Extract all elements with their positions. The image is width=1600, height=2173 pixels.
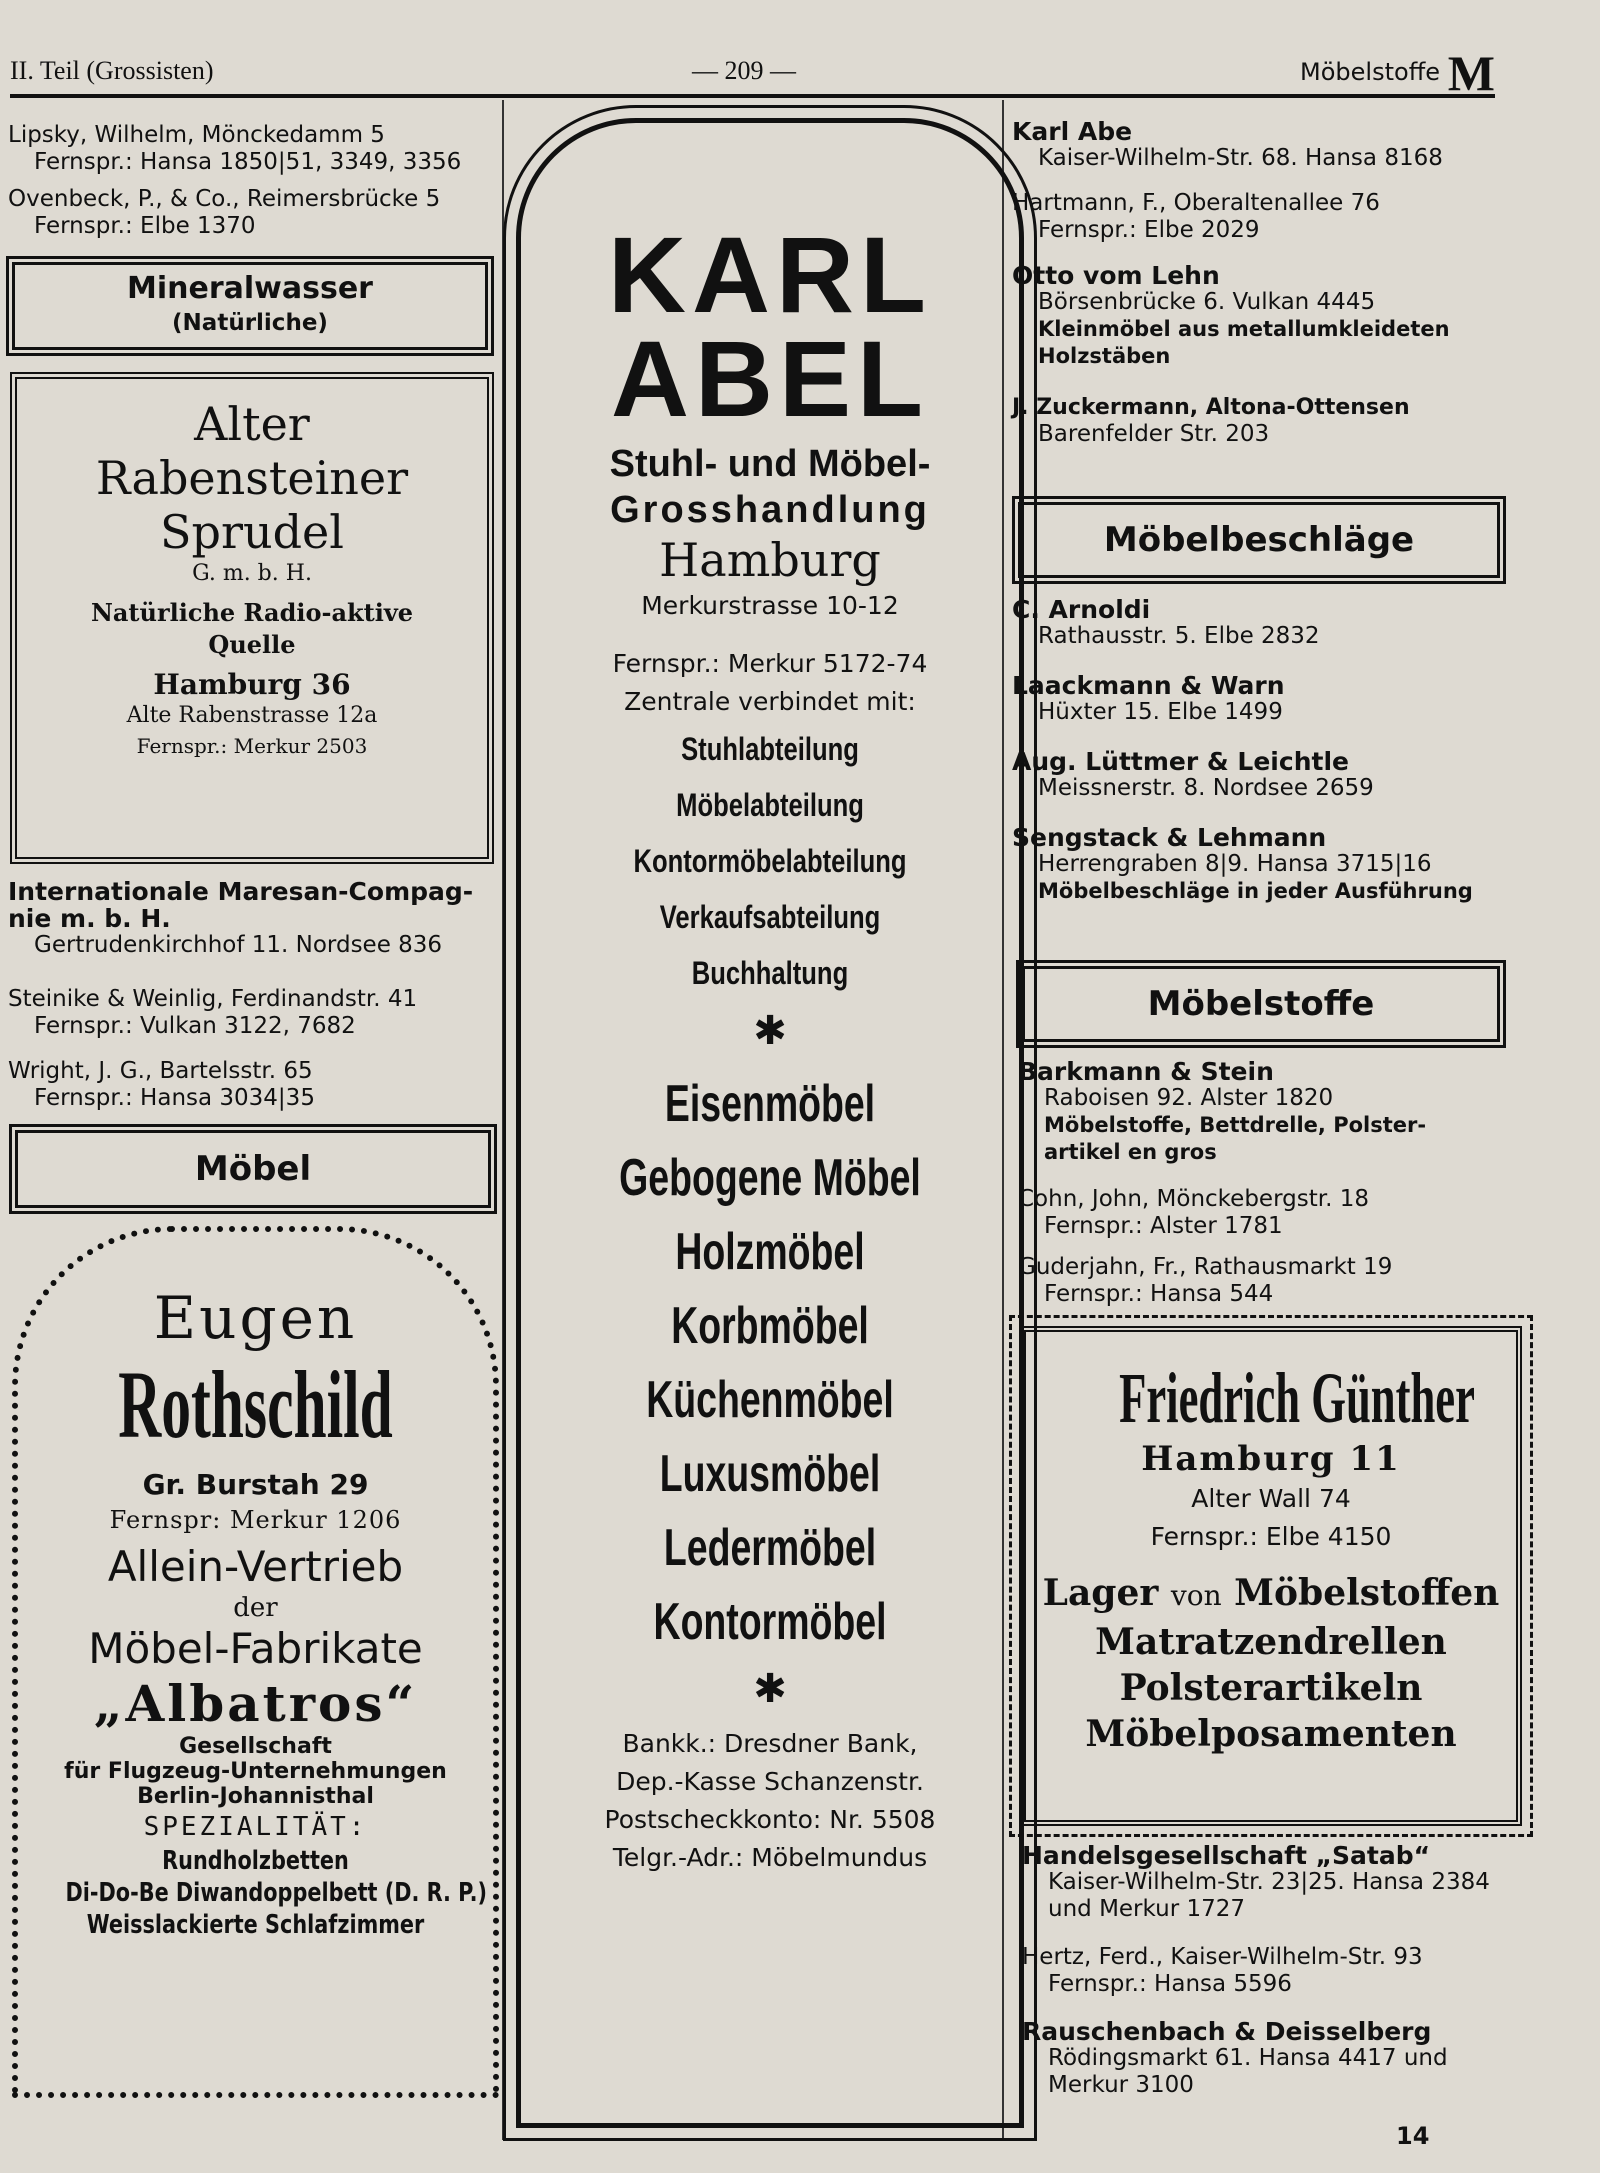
listing-sengstack <box>1012 824 1473 905</box>
ad-brand: KARL <box>608 214 932 335</box>
listing-name: Laackmann & Warn <box>1012 671 1285 700</box>
listing-detail: Raboisen 92. Alster 1820 <box>1044 1085 1334 1111</box>
ad-kind: Holzmöbel <box>675 1223 865 1281</box>
ad-line: der <box>233 1593 278 1623</box>
listing-maresan <box>8 878 473 959</box>
listing-name: Internationale Maresan-Compag- <box>8 877 474 906</box>
ad-rabensteiner-sprudel <box>10 372 494 864</box>
ad-line: Eugen <box>153 1284 358 1352</box>
listing-karl-abe <box>1012 118 1443 172</box>
listing-name: Lipsky, Wilhelm, Mönckedamm 5 <box>8 122 385 148</box>
ad-friedrich-guenther <box>1020 1326 1522 1826</box>
listing-cohn <box>1018 1186 1369 1240</box>
ad-line: Telgr.-Adr.: Möbelmundus <box>612 1843 928 1872</box>
listing-detail: Gertrudenkirchhof 11. Nordsee 836 <box>34 932 443 958</box>
listing-ovenbeck <box>8 186 440 240</box>
ad-kind: Eisenmöbel <box>664 1075 876 1133</box>
section-title: Möbelstoffe <box>1147 984 1375 1024</box>
ad-line: Fernspr: Merkur 1206 <box>109 1506 402 1534</box>
page-number: — 209 — <box>692 56 796 85</box>
ad-kind: Küchenmöbel <box>646 1371 894 1429</box>
listing-note: Möbelbeschläge in jeder Ausführung <box>1038 879 1473 903</box>
ad-line: Dep.-Kasse Schanzenstr. <box>616 1767 924 1796</box>
ad-line: G. m. b. H. <box>192 561 312 586</box>
listing-name: Cohn, John, Mönckebergstr. 18 <box>1018 1186 1369 1212</box>
ad-eugen-rothschild <box>12 1226 499 2098</box>
ad-line: Hamburg 11 <box>1141 1439 1401 1479</box>
ad-line: Grosshandlung <box>610 489 930 531</box>
listing-name: Rauschenbach & Deisselberg <box>1022 2017 1432 2046</box>
ad-word: Lager <box>1042 1572 1159 1614</box>
ad-line: Polsterartikeln <box>1119 1667 1423 1709</box>
index-letter: M <box>1447 45 1495 101</box>
listing-detail: Fernspr.: Hansa 544 <box>1044 1281 1274 1307</box>
ad-line: Fernspr.: Merkur 2503 <box>136 734 368 758</box>
ad-line: Stuhl- und Möbel- <box>609 443 931 485</box>
listing-name: Guderjahn, Fr., Rathausmarkt 19 <box>1018 1254 1393 1280</box>
ad-karl-abel <box>516 118 1024 2128</box>
listing-steinike <box>8 986 417 1040</box>
listing-name: Handelsgesellschaft „Satab“ <box>1022 1841 1431 1870</box>
section-subtitle: (Natürliche) <box>172 310 328 336</box>
listing-name: Aug. Lüttmer & Leichtle <box>1012 747 1349 776</box>
listing-note: Kleinmöbel aus metallumkleideten <box>1038 317 1450 341</box>
listing-luettmer <box>1012 748 1374 802</box>
listing-detail: und Merkur 1727 <box>1048 1896 1246 1922</box>
listing-detail: Fernspr.: Elbe 2029 <box>1038 217 1260 243</box>
star-icon: ✱ <box>753 1666 787 1712</box>
listing-detail: Fernspr.: Alster 1781 <box>1044 1213 1283 1239</box>
ad-dept: Verkaufsabteilung <box>659 899 881 935</box>
listing-zuckermann <box>1012 394 1410 448</box>
section-header-moebelstoffe <box>1022 966 1500 1042</box>
ad-line: Rundholzbetten <box>162 1846 349 1876</box>
listing-rauschenbach <box>1022 2018 1448 2099</box>
section-label: II. Teil (Grossisten) <box>10 56 214 85</box>
ad-line: Bankk.: Dresdner Bank, <box>622 1729 918 1758</box>
ad-kind: Gebogene Möbel <box>619 1149 921 1207</box>
listing-name: Sengstack & Lehmann <box>1012 823 1327 852</box>
ad-word: Möbelstoffen <box>1234 1572 1500 1614</box>
ad-line: Rabensteiner <box>95 451 409 505</box>
listing-otto-vom-lehn <box>1012 262 1450 370</box>
listing-name: Otto vom Lehn <box>1012 261 1220 290</box>
listing-hertz <box>1022 1944 1423 1998</box>
ad-line: Alter <box>194 397 310 451</box>
ad-line: Alte Rabenstrasse 12a <box>126 703 378 728</box>
listing-detail: Fernspr.: Hansa 1850|51, 3349, 3356 <box>34 149 462 175</box>
ad-kind: Korbmöbel <box>671 1297 869 1355</box>
ad-dept: Buchhaltung <box>691 955 849 991</box>
ad-line: SPEZIALITÄT: <box>143 1812 368 1842</box>
listing-detail: Herrengraben 8|9. Hansa 3715|16 <box>1038 851 1432 877</box>
ad-dept: Stuhlabteilung <box>681 731 859 767</box>
listing-name: Wright, J. G., Bartelsstr. 65 <box>8 1058 313 1084</box>
section-header-moebel <box>15 1130 491 1208</box>
listing-note: artikel en gros <box>1044 1140 1217 1164</box>
section-title: Mineralwasser <box>127 271 373 306</box>
listing-name-cont: nie m. b. H. <box>8 904 171 933</box>
ad-brand: Friedrich Günther <box>1119 1358 1475 1438</box>
ad-kind: Luxusmöbel <box>659 1445 881 1503</box>
ad-line <box>1026 1570 1516 1619</box>
running-title: Möbelstoffe <box>1300 58 1440 86</box>
listing-name: Karl Abe <box>1012 117 1133 146</box>
listing-note: Holzstäben <box>1038 344 1171 368</box>
listing-name: Barkmann & Stein <box>1018 1057 1274 1086</box>
ad-dept: Kontormöbelabteilung <box>633 843 907 879</box>
listing-detail: Hüxter 15. Elbe 1499 <box>1038 699 1283 725</box>
ad-line: Zentrale verbindet mit: <box>624 687 916 716</box>
listing-detail: Kaiser-Wilhelm-Str. 23|25. Hansa 2384 <box>1048 1869 1490 1895</box>
ad-word: von <box>1170 1579 1222 1612</box>
listing-note: Möbelstoffe, Bettdrelle, Polster- <box>1044 1113 1427 1137</box>
footer-number: 14 <box>1396 2122 1430 2150</box>
ad-brand: ABEL <box>611 318 929 439</box>
listing-detail: Fernspr.: Vulkan 3122, 7682 <box>34 1013 356 1039</box>
ad-line: Postscheckkonto: Nr. 5508 <box>604 1805 936 1834</box>
ad-line: Quelle <box>208 630 296 659</box>
listing-arnoldi <box>1012 596 1320 650</box>
star-icon: ✱ <box>753 1008 787 1054</box>
ad-line: Natürliche Radio-aktive <box>90 598 414 627</box>
ad-kind: Ledermöbel <box>663 1519 877 1577</box>
ad-line: Hamburg <box>659 533 881 587</box>
section-header-mineralwasser <box>12 262 488 350</box>
listing-barkmann <box>1018 1058 1426 1166</box>
listing-detail: Rödingsmarkt 61. Hansa 4417 und <box>1048 2045 1448 2071</box>
listing-hartmann <box>1012 190 1380 244</box>
listing-name: Hertz, Ferd., Kaiser-Wilhelm-Str. 93 <box>1022 1944 1423 1970</box>
listing-detail: Merkur 3100 <box>1048 2072 1194 2098</box>
ad-line: Fernspr.: Merkur 5172-74 <box>612 649 928 678</box>
section-title: Möbel <box>194 1149 312 1189</box>
listing-guderjahn <box>1018 1254 1392 1308</box>
ad-dept: Möbelabteilung <box>676 787 864 823</box>
listing-detail: Kaiser-Wilhelm-Str. 68. Hansa 8168 <box>1038 145 1443 171</box>
ad-line: Gr. Burstah 29 <box>142 1468 369 1501</box>
ad-line: Gesellschaft <box>179 1734 332 1759</box>
listing-satab <box>1022 1842 1490 1923</box>
listing-name: C. Arnoldi <box>1012 595 1151 624</box>
ad-kind: Kontormöbel <box>653 1593 887 1651</box>
ad-line: Matratzendrellen <box>1095 1621 1447 1663</box>
ad-line: Möbel-Fabrikate <box>88 1624 423 1673</box>
ad-line: Hamburg 36 <box>153 668 351 701</box>
ad-line: Di-Do-Be Diwandoppelbett (D. R. P.) <box>65 1878 487 1908</box>
ad-line: Weisslackierte Schlafzimmer <box>86 1910 425 1940</box>
ad-brand: Rothschild <box>118 1351 393 1458</box>
listing-lipsky <box>8 122 461 176</box>
listing-name: Steinike & Weinlig, Ferdinandstr. 41 <box>8 986 418 1012</box>
listing-detail: Meissnerstr. 8. Nordsee 2659 <box>1038 775 1374 801</box>
ad-line: Allein-Vertrieb <box>107 1542 404 1591</box>
listing-laackmann <box>1012 672 1285 726</box>
ad-line: „Albatros“ <box>93 1674 418 1733</box>
ad-line: Fernspr.: Elbe 4150 <box>1150 1522 1392 1551</box>
listing-name: Hartmann, F., Oberaltenallee 76 <box>1012 190 1380 216</box>
listing-name: J. Zuckermann, Altona-Ottensen <box>1012 395 1410 420</box>
listing-detail: Fernspr.: Elbe 1370 <box>34 213 256 239</box>
ad-line: Merkurstrasse 10-12 <box>641 591 899 620</box>
listing-name: Ovenbeck, P., & Co., Reimersbrücke 5 <box>8 186 441 212</box>
page-header <box>10 45 1495 101</box>
column-divider-left <box>502 100 504 2140</box>
ad-line: Berlin-Johannisthal <box>137 1784 374 1809</box>
listing-detail: Rathausstr. 5. Elbe 2832 <box>1038 623 1320 649</box>
listing-detail: Fernspr.: Hansa 5596 <box>1048 1971 1292 1997</box>
ad-line: Möbelposamenten <box>1085 1713 1457 1755</box>
ad-line: für Flugzeug-Unternehmungen <box>64 1759 447 1784</box>
ad-line: Sprudel <box>160 505 344 559</box>
section-header-moebelbeschlaege <box>1018 502 1500 578</box>
section-title: Möbelbeschläge <box>1103 520 1415 560</box>
listing-wright <box>8 1058 315 1112</box>
ad-line: Alter Wall 74 <box>1191 1484 1351 1513</box>
listing-detail: Börsenbrücke 6. Vulkan 4445 <box>1038 289 1376 315</box>
listing-detail: Fernspr.: Hansa 3034|35 <box>34 1085 315 1111</box>
listing-detail: Barenfelder Str. 203 <box>1038 421 1270 447</box>
